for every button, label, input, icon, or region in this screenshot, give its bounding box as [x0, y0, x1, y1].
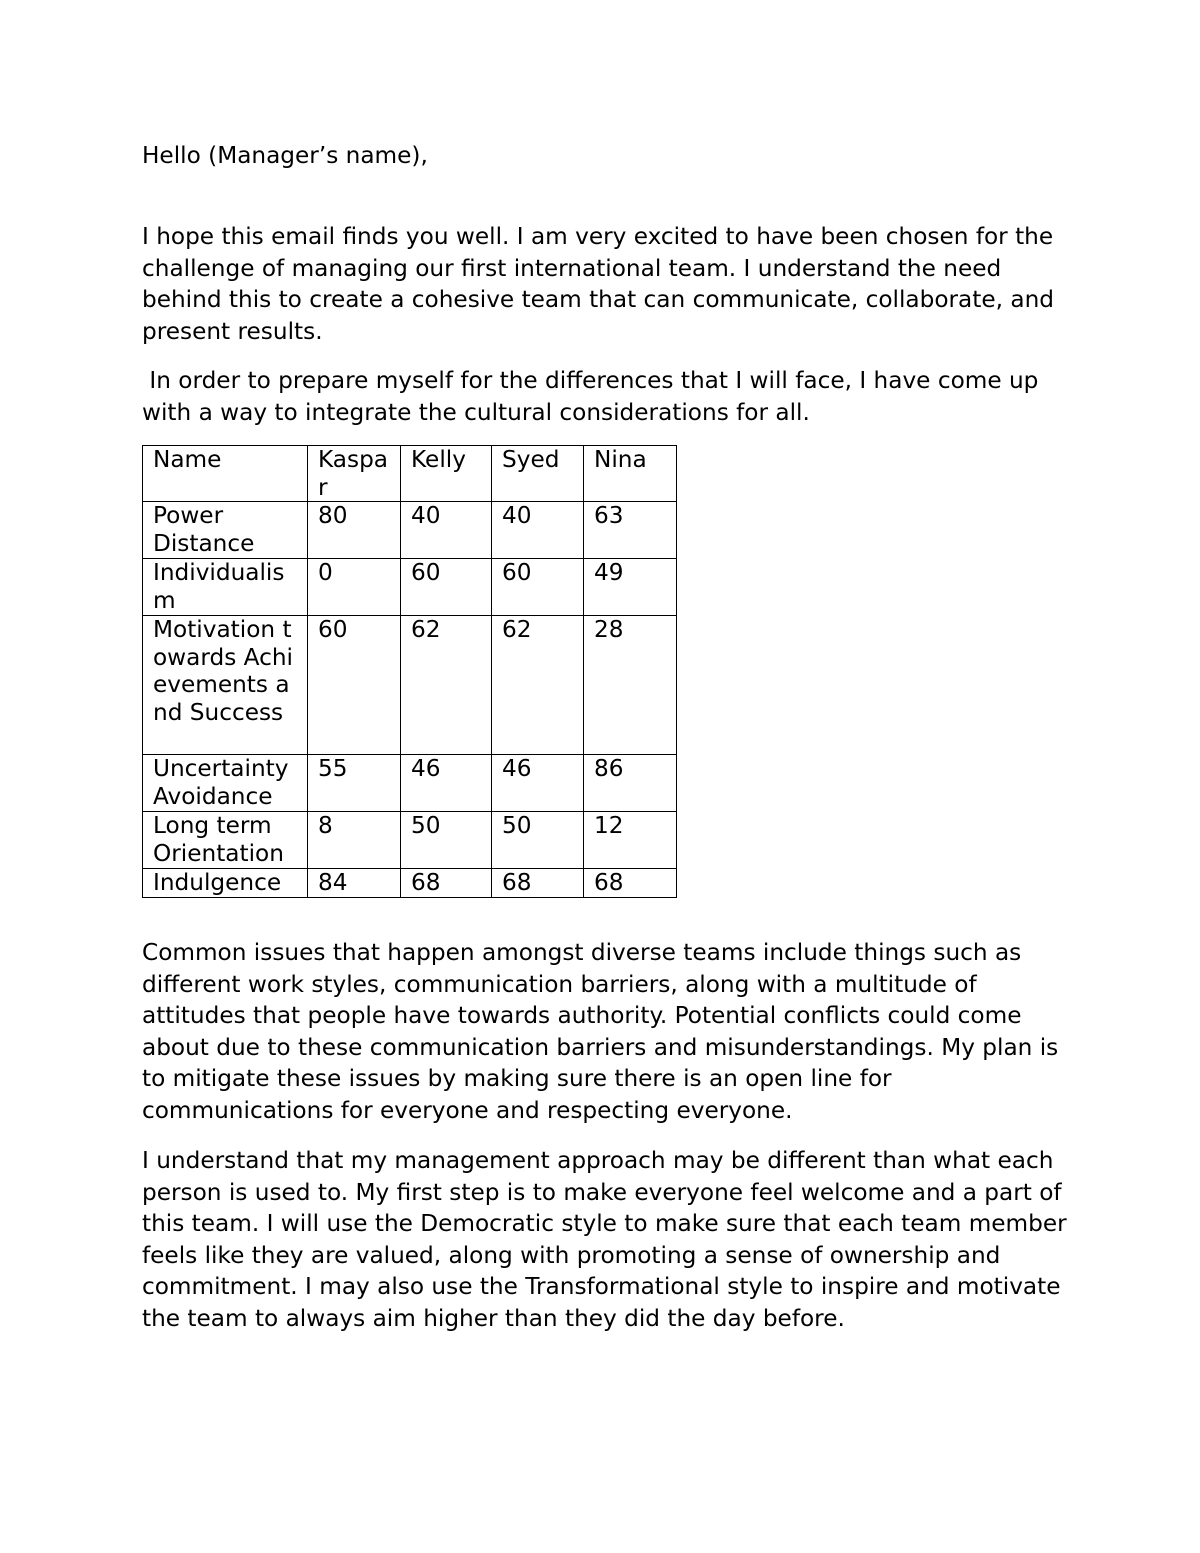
score-cell: 49 [584, 559, 677, 616]
intro-paragraph: I hope this email finds you well. I am very excited to have been chosen for the challenge of managing our first international team. I understand the need behind this to create a cohesive team that can communicate, collaborate, and present results. [142, 223, 1054, 345]
score-cell: 50 [401, 812, 492, 869]
dimension-cell: Power Distance [143, 502, 308, 559]
score-cell: 68 [584, 869, 677, 898]
score-cell: 0 [308, 559, 401, 616]
dimension-cell: Indulgence [143, 869, 308, 898]
score-cell: 63 [584, 502, 677, 559]
cultural-dimensions-table [142, 445, 677, 898]
score-cell: 62 [492, 616, 584, 755]
score-cell: 68 [401, 869, 492, 898]
header-cell: Syed [492, 446, 584, 502]
dimension-cell: Individualism [143, 559, 308, 616]
dimension-cell: Motivation towards Achievements and Success [143, 616, 308, 755]
management-approach-paragraph: I understand that my management approach may be different than what each person is used to. My first step is to make everyone feel welcome and a part of this team. I will use the Democratic style to make sure that each team member feels like they are valued, along with promoting a sense of ownership and commitment. I may also use the Transformational style to inspire and motivate the team to always aim higher than they did the day before. [142, 1147, 1067, 1332]
score-cell: 86 [584, 755, 677, 812]
dimension-cell: Uncertainty Avoidance [143, 755, 308, 812]
greeting: Hello (Manager’s name), [142, 142, 428, 169]
score-cell: 50 [492, 812, 584, 869]
table-row [143, 616, 677, 755]
score-cell: 60 [492, 559, 584, 616]
header-cell: Nina [584, 446, 677, 502]
table-row [143, 869, 677, 898]
score-cell: 80 [308, 502, 401, 559]
table-row [143, 755, 677, 812]
score-cell: 46 [401, 755, 492, 812]
score-cell: 40 [401, 502, 492, 559]
header-cell: Kelly [401, 446, 492, 502]
score-cell: 12 [584, 812, 677, 869]
common-issues-paragraph: Common issues that happen amongst diverse teams include things such as different work styles, communication barriers, along with a multitude of attitudes that people have towards authority. Potential conflicts could come about due to these communication barriers and misunderstandings. My plan is to mitigate these issues by making sure there is an open line for communications for everyone and respecting everyone. [142, 939, 1059, 1124]
dimension-cell: Long term Orientation [143, 812, 308, 869]
score-cell: 28 [584, 616, 677, 755]
score-cell: 8 [308, 812, 401, 869]
header-cell: Kaspar [308, 446, 401, 502]
table-row [143, 812, 677, 869]
score-cell: 60 [401, 559, 492, 616]
score-cell: 62 [401, 616, 492, 755]
score-cell: 46 [492, 755, 584, 812]
score-cell: 55 [308, 755, 401, 812]
table-row [143, 559, 677, 616]
score-cell: 40 [492, 502, 584, 559]
table-intro-paragraph: In order to prepare myself for the differences that I will face, I have come up with a way to integrate the cultural considerations for all. [142, 367, 1046, 426]
table-row [143, 502, 677, 559]
score-cell: 68 [492, 869, 584, 898]
score-cell: 60 [308, 616, 401, 755]
table-header-row [143, 446, 677, 502]
score-cell: 84 [308, 869, 401, 898]
header-cell: Name [143, 446, 308, 502]
